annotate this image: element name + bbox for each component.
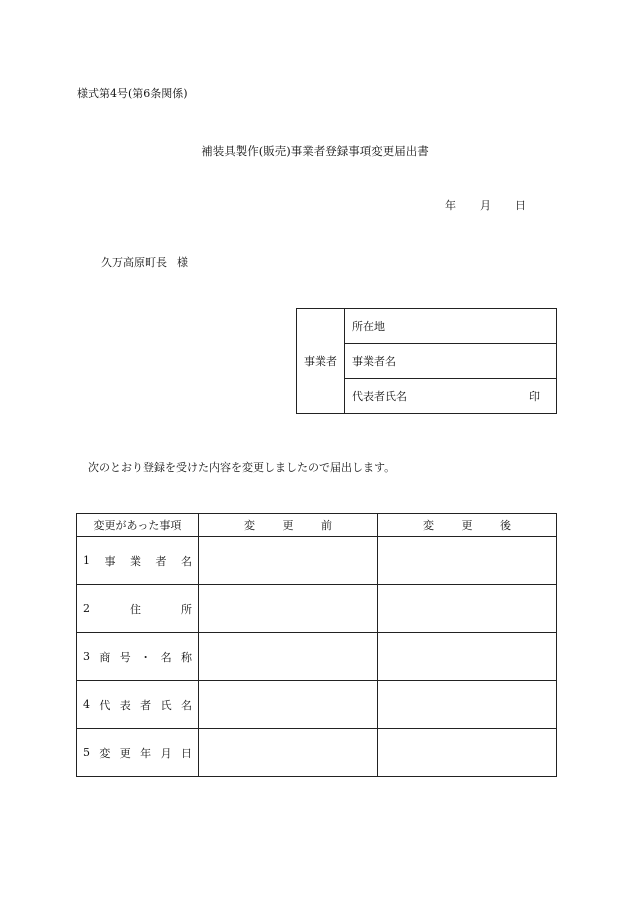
item-char: 名 — [180, 698, 192, 712]
item-char: 名 — [181, 554, 192, 568]
before-cell[interactable] — [199, 681, 378, 729]
changed-item-cell — [77, 585, 199, 633]
changed-item-cell — [77, 633, 199, 681]
item-char: 名 — [160, 650, 172, 664]
item-char: 者 — [140, 698, 152, 712]
address-field[interactable] — [345, 309, 557, 344]
item-number: 5 — [83, 746, 90, 759]
business-name-label: 事業者名 — [352, 355, 396, 368]
item-number: 3 — [83, 650, 90, 663]
item-char: 称 — [180, 650, 192, 664]
item-char: 表 — [119, 698, 131, 712]
change-table — [76, 513, 557, 777]
item-char: 月 — [160, 746, 172, 760]
header-after: 変 更 後 — [378, 514, 557, 537]
after-cell[interactable] — [378, 681, 557, 729]
before-cell[interactable] — [199, 729, 378, 777]
change-table-row — [77, 585, 557, 633]
changed-item-cell — [77, 681, 199, 729]
recipient-honorific: 様 — [177, 256, 188, 269]
change-table-row — [77, 633, 557, 681]
item-char: 年 — [140, 746, 152, 760]
change-table-header-row — [77, 514, 557, 537]
item-char: 所 — [181, 602, 192, 616]
item-char: 代 — [99, 698, 111, 712]
address-label: 所在地 — [352, 320, 385, 333]
recipient — [101, 254, 188, 270]
item-char: ・ — [140, 650, 152, 664]
item-char: 事 — [104, 554, 116, 568]
change-table-row — [77, 729, 557, 777]
item-char: 商 — [99, 650, 111, 664]
before-cell[interactable] — [199, 585, 378, 633]
header-changed-item: 変更があった事項 — [77, 514, 199, 537]
changed-item-cell — [77, 729, 199, 777]
document-title: 補装具製作(販売)事業者登録事項変更届出書 — [201, 144, 429, 158]
before-cell[interactable] — [199, 537, 378, 585]
date-day-label: 日 — [515, 199, 526, 212]
change-table-row — [77, 537, 557, 585]
change-table-row — [77, 681, 557, 729]
before-cell[interactable] — [199, 633, 378, 681]
item-number: 2 — [83, 602, 90, 615]
item-char: 氏 — [160, 698, 172, 712]
business-info-box — [296, 308, 557, 414]
recipient-name: 久万高原町長 — [101, 256, 167, 269]
item-char: 変 — [99, 746, 111, 760]
after-cell[interactable] — [378, 729, 557, 777]
representative-field[interactable] — [345, 379, 557, 414]
item-char: 住 — [130, 602, 141, 616]
item-char: 業 — [130, 554, 141, 568]
seal-mark: 印 — [529, 390, 540, 403]
item-char: 者 — [155, 554, 167, 568]
after-cell[interactable] — [378, 537, 557, 585]
item-number: 1 — [83, 554, 90, 567]
after-cell[interactable] — [378, 633, 557, 681]
item-char: 号 — [119, 650, 131, 664]
form-number: 様式第4号(第6条関係) — [77, 87, 188, 100]
representative-label: 代表者氏名 — [352, 390, 407, 403]
date-month-label: 月 — [480, 199, 491, 212]
date-year-label: 年 — [445, 199, 456, 212]
business-name-field[interactable] — [345, 344, 557, 379]
header-before: 変 更 前 — [199, 514, 378, 537]
item-number: 4 — [83, 698, 90, 711]
item-char: 更 — [119, 746, 131, 760]
notice-text: 次のとおり登録を受けた内容を変更しましたので届出します。 — [88, 461, 396, 474]
changed-item-cell — [77, 537, 199, 585]
after-cell[interactable] — [378, 585, 557, 633]
business-label: 事業者 — [297, 309, 345, 414]
item-char: 日 — [180, 746, 192, 760]
